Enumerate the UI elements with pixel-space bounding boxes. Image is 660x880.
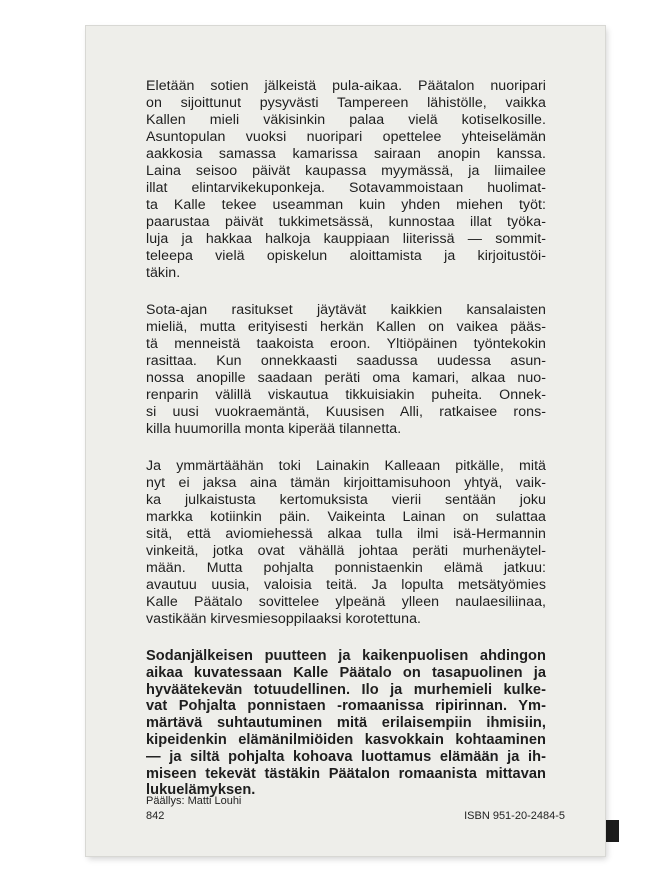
- blurb-text: [146, 78, 546, 819]
- text-line: miseen tekevät tästäkin Päätalon romaanista mittavan: [146, 765, 546, 782]
- isbn-number: ISBN 951-20-2484-5: [464, 810, 565, 822]
- text-line: vat Pohjalta ponnistaen -romaanissa ripirinnan. Ym-: [146, 698, 546, 715]
- text-line: vastikään kirvesmiesoppilaaksi korotettuna.: [146, 611, 421, 627]
- blurb-paragraph-3: [146, 458, 546, 628]
- cover-credits: [146, 794, 241, 824]
- text-line: teleepa vielä opiskelun aloittamista ja kirjoitustöi-: [146, 248, 546, 264]
- blurb-paragraph-bold: [146, 648, 546, 799]
- text-line: aakkosia samassa kamarissa sairaan anopin kanssa.: [146, 146, 546, 162]
- text-line: Kalle Päätalo sovittelee ylpeänä ylleen naulaesiliinaa,: [146, 594, 546, 610]
- text-line: tä menneistä taakoista eroon. Yltiöpäinen työntekokin: [146, 336, 546, 352]
- text-line: ka julkaistusta kertomuksista vierii sentään joku: [146, 492, 546, 508]
- product-code: 842: [146, 810, 165, 822]
- text-line: aikaa kuvatessaan Kalle Päätalo on tasapuolinen ja: [146, 664, 546, 681]
- text-line: paarustaa päivät tukkimetsässä, kunnostaa illat työka-: [146, 214, 546, 230]
- text-line: vinkeitä, jotka ovat vähällä johtaa peräti murhenäytel-: [146, 543, 546, 559]
- text-line: illat elintarvikekuponkeja. Sotavammoistaan huolimat-: [146, 180, 546, 196]
- text-line: luja ja hakkaa halkoja kauppiaan liiterissä — sommit-: [146, 231, 546, 247]
- text-line: Asuntopulan vuoksi nuoripari opettelee yhteiselämän: [146, 129, 546, 145]
- text-line: rasittaa. Kun onnekkaasti saadussa uudessa asun-: [146, 353, 546, 369]
- text-line: lukuelämyksen.: [146, 782, 256, 799]
- text-line: Ja ymmärtäähän toki Lainakin Kalleaan pitkälle, mitä: [146, 458, 546, 474]
- text-line: markka kotiinkin päin. Vaikeinta Lainan on sulattaa: [146, 509, 546, 525]
- text-line: ta Kalle tekee useamman kuin yhden miehen työt:: [146, 197, 546, 213]
- text-line: täkin.: [146, 265, 181, 281]
- text-line: on sijoittunut pysyvästi Tampereen lähistölle, vaikka: [146, 95, 546, 111]
- text-line: kipeidenkin elämänilmiöiden kasvokkain kohtaaminen: [146, 731, 546, 748]
- blurb-paragraph-2: [146, 302, 546, 438]
- cover-designer-credit: Päällys: Matti Louhi: [146, 795, 242, 807]
- text-line: Sota-ajan rasitukset jäytävät kaikkien kansalaisten: [146, 302, 546, 318]
- text-line: nossa anopille saadaan peräti oma kamari, alkaa nuo-: [146, 370, 546, 386]
- text-line: renparin välillä viskautua tikkuisiakin puheita. Onnek-: [146, 387, 546, 403]
- text-line: si uusi vuokraemäntä, Kuusisen Alli, ratkaisee rons-: [146, 404, 546, 420]
- text-line: Kallen mieli väkisinkin palaa vielä kotiselkosille.: [146, 112, 546, 128]
- text-line: avautuu uusia, valoisia teitä. Ja lopulta metsätyömies: [146, 577, 546, 593]
- book-back-cover: [86, 26, 605, 856]
- text-line: Eletään sotien jälkeistä pula-aikaa. Päätalon nuoripari: [146, 78, 546, 94]
- text-line: Sodanjälkeisen puutteen ja kaikenpuolisen ahdingon: [146, 648, 546, 664]
- blurb-paragraph-1: [146, 78, 546, 282]
- text-line: sitä, että aviomiehessä alkaa tulla ilmi isä-Hermannin: [146, 526, 546, 542]
- text-line: — ja siltä pohjalta kohoava luottamus elämään ja ih-: [146, 748, 546, 765]
- text-line: Laina seisoo päivät kaupassa myymässä, ja liimailee: [146, 163, 546, 179]
- text-line: mään. Mutta pohjalta ponnistaenkin elämä jatkuu:: [146, 560, 546, 576]
- text-line: märtävä suhtautuminen mitä erilaisempiin ihmisiin,: [146, 715, 546, 732]
- text-line: nyt ei jaksa aina tämän kirjoittamisuhoon yhtyä, vaik-: [146, 475, 546, 491]
- text-line: hyväätekevän totuudellinen. Ilo ja murhemieli kulke-: [146, 681, 546, 698]
- text-line: killa huumorilla monta kiperää tilannetta.: [146, 421, 402, 437]
- text-line: mieliä, mutta erityisesti herkän Kallen on vaikea pääs-: [146, 319, 546, 335]
